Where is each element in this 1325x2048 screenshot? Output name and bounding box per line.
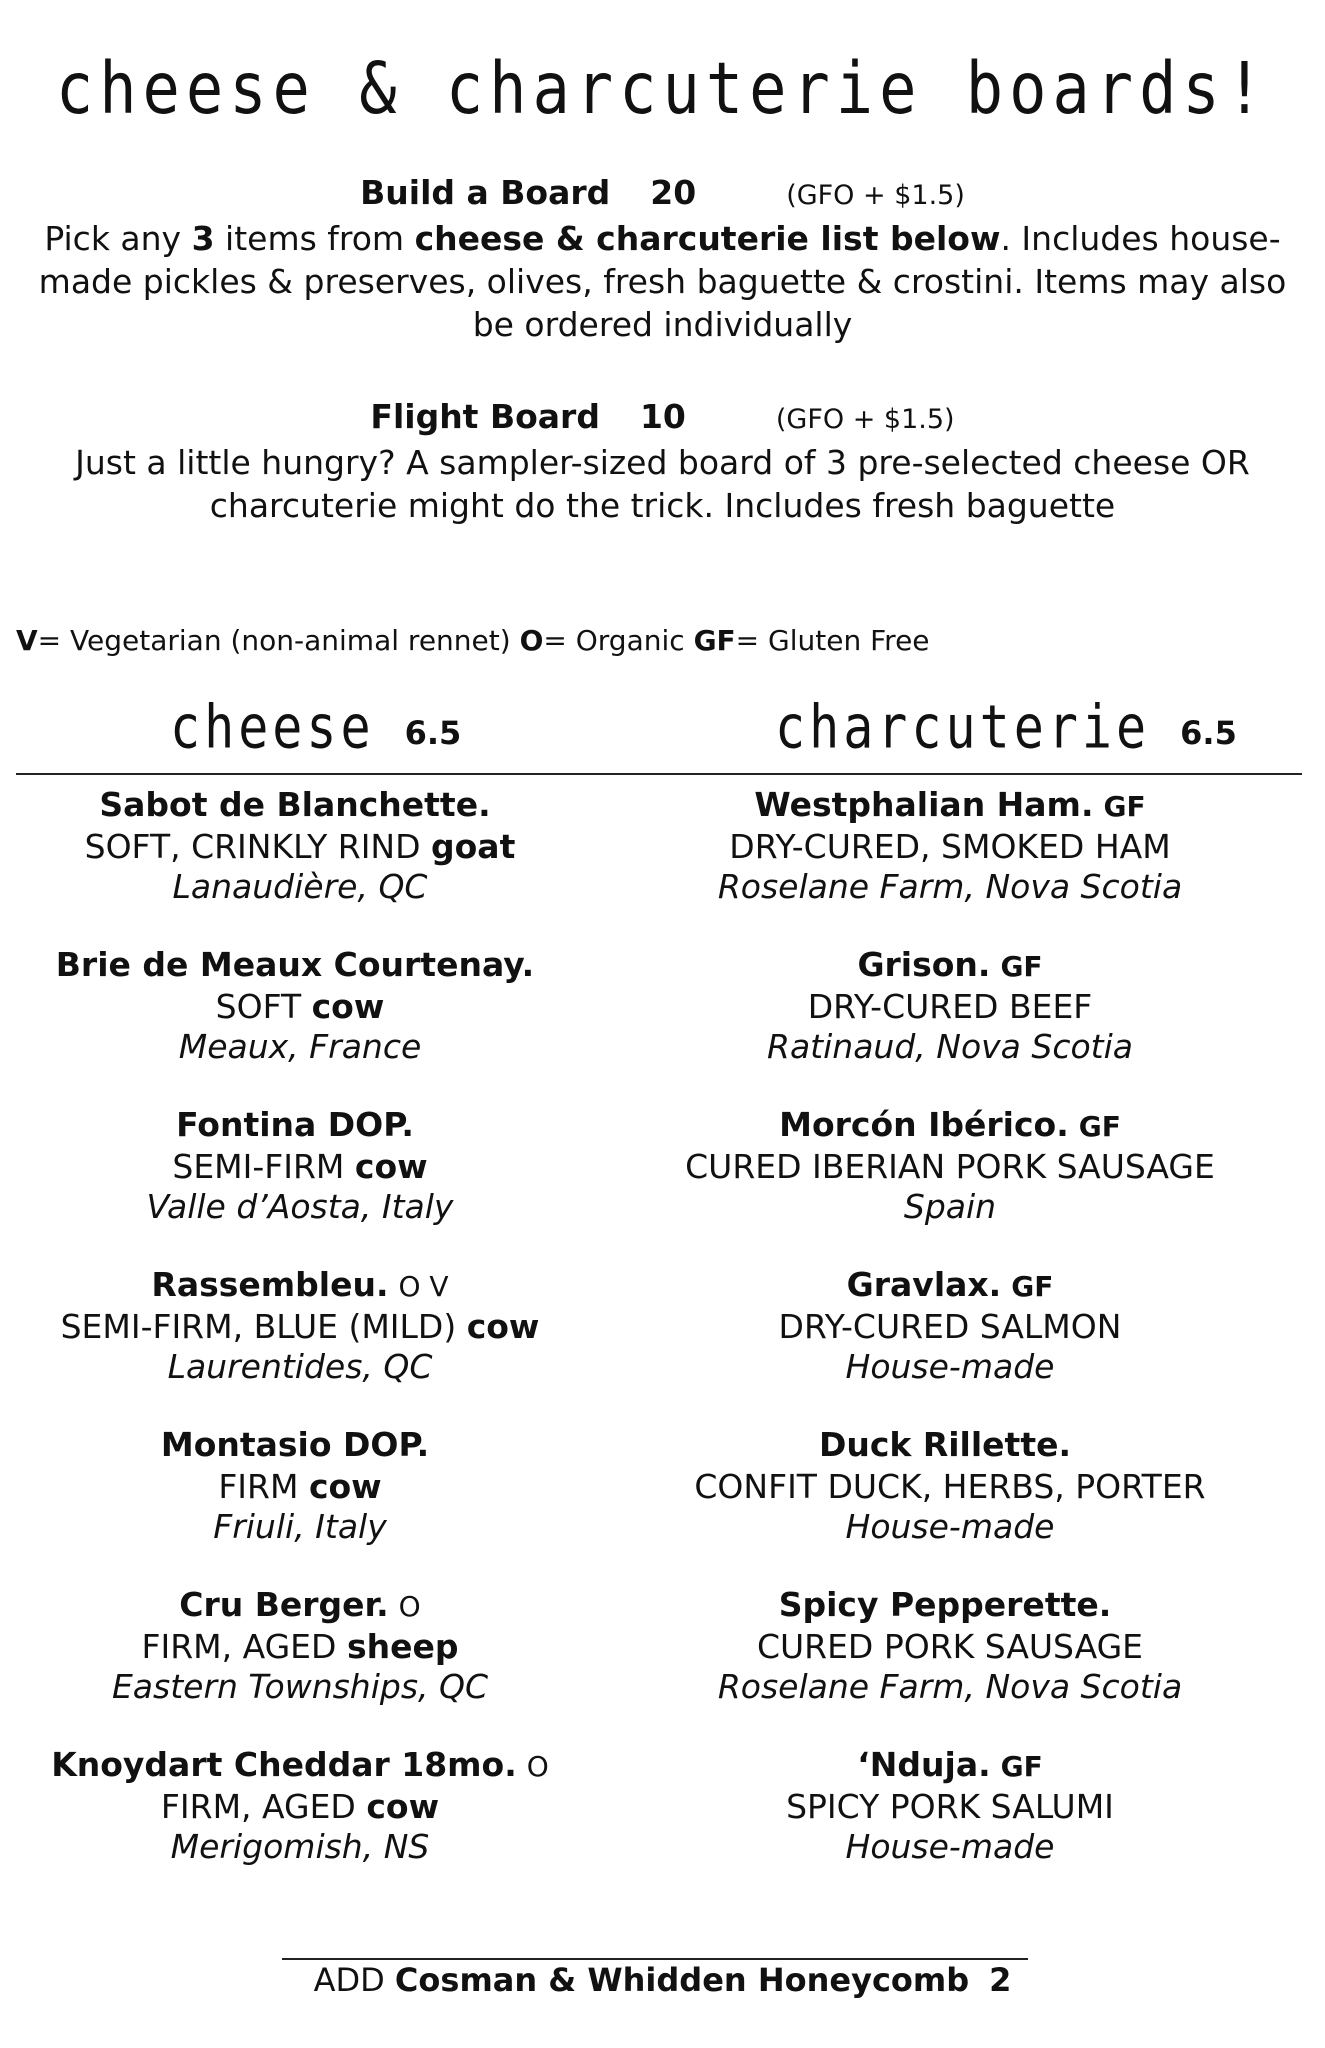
- legend-text: = Organic: [543, 624, 694, 657]
- desc-text: items from: [214, 219, 415, 258]
- item-name-line: [0, 945, 600, 987]
- item-origin: Friuli, Italy: [213, 1507, 387, 1546]
- item-style: DRY-CURED, SMOKED HAM: [729, 827, 1171, 866]
- item-style-line: [0, 1627, 600, 1667]
- build-board-header: [0, 172, 1325, 217]
- section-divider: [16, 773, 1302, 775]
- item-milk: cow: [308, 1467, 382, 1506]
- cheese-heading: [170, 692, 462, 762]
- item-tag: O: [526, 1750, 549, 1783]
- item-name-line: [650, 1265, 1250, 1307]
- item-name: ‘Nduja.: [857, 1745, 991, 1784]
- item-name: Gravlax.: [846, 1265, 1002, 1304]
- item-tag: GF: [1078, 1110, 1121, 1143]
- flight-board-section: [0, 396, 1325, 527]
- item-name-line: [650, 945, 1250, 987]
- item-name: Rassembleu.: [151, 1265, 389, 1304]
- item-style: FIRM, AGED: [141, 1627, 347, 1666]
- list-item: [650, 1425, 1250, 1585]
- add-on-line: [0, 1960, 1325, 2000]
- item-style: CONFIT DUCK, HERBS, PORTER: [694, 1467, 1206, 1506]
- charcuterie-heading: [775, 692, 1237, 762]
- cheese-list: [0, 785, 600, 1905]
- list-item: [650, 785, 1250, 945]
- item-name: Spicy Pepperette.: [778, 1585, 1112, 1624]
- list-item: [650, 1105, 1250, 1265]
- item-name: Westphalian Ham.: [754, 785, 1094, 824]
- item-origin: Roselane Farm, Nova Scotia: [717, 867, 1183, 906]
- desc-bold: cheese & charcuterie list below: [414, 219, 1001, 258]
- item-milk: goat: [431, 827, 516, 866]
- item-milk: sheep: [346, 1627, 459, 1666]
- charcuterie-price: 6.5: [1180, 714, 1237, 752]
- item-style: DRY-CURED BEEF: [807, 987, 1093, 1026]
- legend-key: V: [16, 624, 38, 657]
- charcuterie-list: [650, 785, 1250, 1905]
- list-item: [650, 1745, 1250, 1905]
- item-tag: O: [398, 1590, 421, 1623]
- item-origin: House-made: [845, 1507, 1055, 1546]
- flight-board-description: Just a little hungry? A sampler-sized board of 3 pre-selected cheese OR charcuterie might do the trick. Includes fresh baguette: [75, 443, 1250, 525]
- cheese-price: 6.5: [404, 714, 462, 752]
- flight-board-name: Flight Board: [370, 397, 600, 436]
- item-tag: GF: [1103, 790, 1146, 823]
- item-style: SEMI-FIRM: [172, 1147, 355, 1186]
- item-name-line: [0, 1585, 600, 1627]
- desc-text: Pick any: [44, 219, 192, 258]
- list-item: [650, 1585, 1250, 1745]
- item-style: CURED PORK SAUSAGE: [756, 1627, 1144, 1666]
- item-tag: GF: [1000, 1750, 1043, 1783]
- item-origin: Eastern Townships, QC: [111, 1667, 489, 1706]
- list-item: [0, 1585, 600, 1745]
- build-board-section: [0, 172, 1325, 346]
- flight-board-price: 10: [639, 397, 686, 436]
- item-name-line: [650, 1585, 1250, 1627]
- add-label: ADD: [313, 1961, 395, 1999]
- page-title: cheese & charcuterie boards!: [55, 46, 1270, 131]
- list-item: [0, 1745, 600, 1905]
- item-name-line: [0, 785, 600, 827]
- item-origin: Merigomish, NS: [170, 1827, 430, 1866]
- item-style: SOFT, CRINKLY RIND: [84, 827, 432, 866]
- item-name: Morcón Ibérico.: [779, 1105, 1069, 1144]
- list-item: [0, 945, 600, 1105]
- item-milk: cow: [311, 987, 385, 1026]
- list-item: [650, 1265, 1250, 1425]
- item-style-line: [0, 1787, 600, 1827]
- item-style: SOFT: [215, 987, 312, 1026]
- item-tag: O V: [398, 1270, 449, 1303]
- item-name: Brie de Meaux Courtenay.: [55, 945, 535, 984]
- item-name: Knoydart Cheddar 18mo.: [51, 1745, 517, 1784]
- legend-key: GF: [693, 624, 736, 657]
- build-board-description: [0, 217, 1325, 346]
- item-milk: cow: [354, 1147, 428, 1186]
- build-board-price: 20: [650, 173, 697, 212]
- dietary-legend: [16, 623, 930, 659]
- item-style-line: [0, 987, 600, 1027]
- item-style: FIRM, AGED: [160, 1787, 367, 1826]
- item-name-line: [0, 1105, 600, 1147]
- item-style: DRY-CURED SALMON: [778, 1307, 1122, 1346]
- item-name: Cru Berger.: [179, 1585, 389, 1624]
- item-style-line: [0, 827, 600, 867]
- item-name-line: [0, 1745, 600, 1787]
- cheese-heading-label: cheese: [170, 692, 375, 762]
- item-style: SPICY PORK SALUMI: [786, 1787, 1114, 1826]
- flight-board-header: [0, 396, 1325, 441]
- item-name-line: [650, 1745, 1250, 1787]
- item-milk: cow: [466, 1307, 540, 1346]
- legend-text: = Gluten Free: [735, 624, 930, 657]
- item-origin: Valle d’Aosta, Italy: [146, 1187, 454, 1226]
- item-name-line: [0, 1425, 600, 1467]
- item-name-line: [650, 1425, 1250, 1467]
- item-origin: Meaux, France: [178, 1027, 422, 1066]
- item-name-line: [650, 1105, 1250, 1147]
- build-board-name: Build a Board: [360, 173, 611, 212]
- item-name: Montasio DOP.: [160, 1425, 430, 1464]
- item-origin: Roselane Farm, Nova Scotia: [717, 1667, 1183, 1706]
- item-style: SEMI-FIRM, BLUE (MILD): [60, 1307, 467, 1346]
- item-style-line: [0, 1147, 600, 1187]
- build-board-gfo: (GFO + $1.5): [786, 180, 965, 211]
- item-name: Duck Rillette.: [818, 1425, 1072, 1464]
- desc-count: 3: [191, 219, 215, 258]
- item-tag: GF: [1000, 950, 1043, 983]
- desc-text: . Includes house-made pickles & preserves, olives, fresh baguette & crostini. Items may also be ordered individually: [38, 219, 1287, 344]
- flight-board-gfo: (GFO + $1.5): [775, 404, 955, 435]
- charcuterie-heading-label: charcuterie: [775, 692, 1151, 762]
- legend-key: O: [519, 624, 544, 657]
- list-item: [0, 785, 600, 945]
- item-origin: House-made: [845, 1827, 1055, 1866]
- item-origin: House-made: [845, 1347, 1055, 1386]
- item-origin: Ratinaud, Nova Scotia: [767, 1027, 1133, 1066]
- item-origin: Spain: [903, 1187, 997, 1226]
- add-on-item: Cosman & Whidden Honeycomb: [394, 1961, 970, 1999]
- item-style: FIRM: [218, 1467, 309, 1506]
- item-name-line: [650, 785, 1250, 827]
- item-name-line: [0, 1265, 600, 1307]
- item-name: Sabot de Blanchette.: [99, 785, 491, 824]
- item-style-line: [0, 1307, 600, 1347]
- item-origin: Laurentides, QC: [167, 1347, 433, 1386]
- list-item: [650, 945, 1250, 1105]
- item-style-line: [0, 1467, 600, 1507]
- item-milk: cow: [366, 1787, 440, 1826]
- item-tag: GF: [1011, 1270, 1054, 1303]
- list-item: [0, 1425, 600, 1585]
- list-item: [0, 1105, 600, 1265]
- item-style: CURED IBERIAN PORK SAUSAGE: [685, 1147, 1215, 1186]
- add-on-price: 2: [989, 1961, 1012, 1999]
- item-name: Grison.: [857, 945, 991, 984]
- list-item: [0, 1265, 600, 1425]
- legend-text: = Vegetarian (non-animal rennet): [37, 624, 520, 657]
- item-name: Fontina DOP.: [176, 1105, 414, 1144]
- item-origin: Lanaudière, QC: [172, 867, 428, 906]
